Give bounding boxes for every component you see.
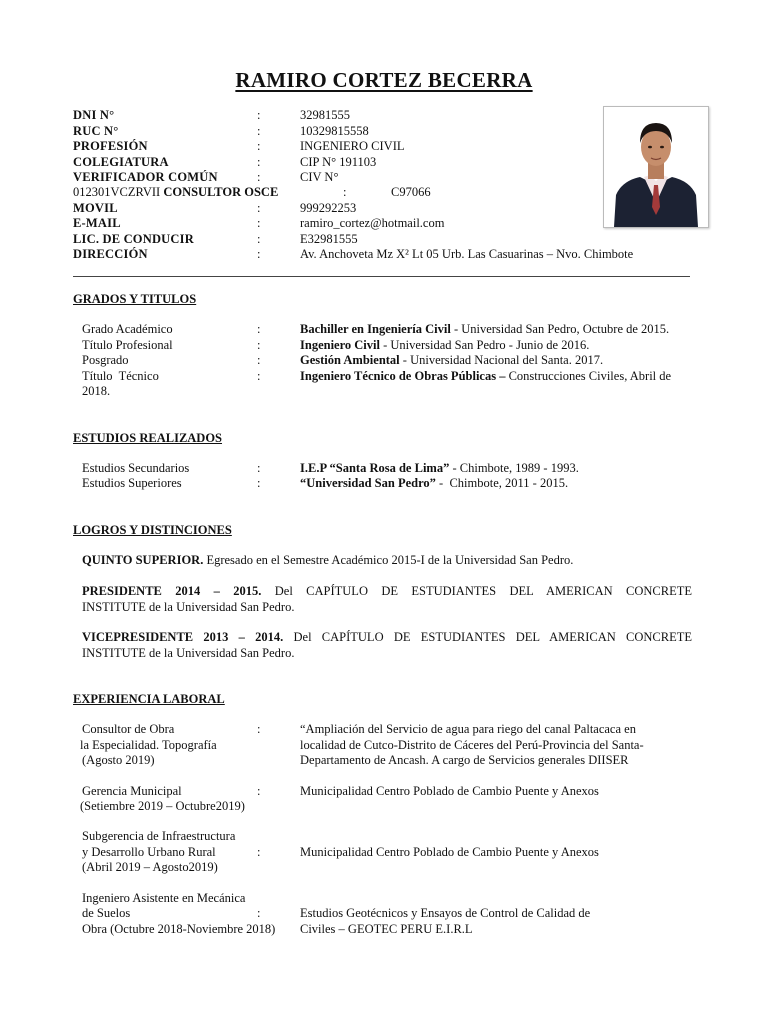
grados-wrap: 2018. — [82, 384, 111, 398]
grados-label: Posgrado — [82, 353, 129, 367]
grados-value-bold: Bachiller en Ingeniería Civil — [300, 322, 451, 336]
logro-item — [82, 553, 692, 569]
colon: : — [257, 338, 261, 352]
colon: : — [257, 170, 261, 184]
dni-label: DNI N° — [73, 108, 115, 122]
colon: : — [257, 155, 261, 169]
grados-value — [300, 369, 720, 385]
profesion-label: PROFESIÓN — [73, 139, 148, 153]
exp-date: (Abril 2019 – Agosto2019) — [82, 860, 218, 874]
grados-value-rest: - Universidad Nacional del Santa. 2017. — [399, 353, 604, 367]
estudios-value — [300, 476, 720, 492]
direccion-value: Av. Anchoveta Mz X² Lt 05 Urb. Las Casuarinas – Nvo. Chimbote — [300, 247, 634, 261]
logro-item — [82, 584, 692, 615]
colegiatura-label: COLEGIATURA — [73, 155, 169, 169]
movil-value: 999292253 — [300, 201, 357, 215]
colon: : — [257, 108, 261, 122]
logro-text-continued: INSTITUTE de la Universidad San Pedro. — [82, 599, 295, 614]
colegiatura-value: CIP N° 191103 — [300, 155, 377, 169]
logro-line — [82, 584, 692, 600]
exp-role: Subgerencia de Infraestructura — [82, 829, 236, 843]
exp-date: Obra (Octubre 2018-Noviembre 2018) — [82, 922, 276, 936]
exp-role: la Especialidad. Topografía — [80, 738, 217, 752]
logro-text: Del CAPÍTULO DE ESTUDIANTES DEL AMERICAN CONCRETE — [261, 584, 692, 598]
logro-title: VICEPRESIDENTE 2013 – 2014. — [82, 630, 284, 644]
grados-value-rest: - Universidad San Pedro - Junio de 2016. — [379, 338, 590, 352]
logro-title: PRESIDENTE 2014 – 2015. — [82, 584, 262, 598]
colon: : — [257, 476, 261, 490]
logro-line — [82, 630, 692, 646]
email-label: E-MAIL — [73, 216, 121, 230]
colon: : — [257, 369, 261, 383]
grados-value — [300, 322, 720, 338]
exp-role: y Desarrollo Urbano Rural — [82, 845, 216, 859]
colon: : — [343, 185, 347, 199]
grados-value-rest: Construcciones Civiles, Abril de — [505, 369, 672, 383]
estudios-label: Estudios Secundarios — [82, 461, 190, 475]
exp-role: Gerencia Municipal — [82, 784, 182, 798]
grados-label: Título Profesional — [82, 338, 173, 352]
exp-role: de Suelos — [82, 906, 131, 920]
verificador-value: CIV N° — [300, 170, 339, 184]
estudios-heading: ESTUDIOS REALIZADOS — [73, 431, 223, 445]
exp-detail: localidad de Cutco-Distrito de Cáceres del Perú-Provincia del Santa- — [300, 738, 644, 752]
colon: : — [257, 139, 261, 153]
colon: : — [257, 124, 261, 138]
colon: : — [257, 784, 261, 798]
exp-detail: Estudios Geotécnicos y Ensayos de Control de Calidad de — [300, 906, 591, 920]
grados-value-bold: Gestión Ambiental — [300, 353, 400, 367]
direccion-label: DIRECCIÓN — [73, 247, 148, 261]
colon: : — [257, 216, 261, 230]
colon: : — [257, 201, 261, 215]
osce-label: CONSULTOR OSCE — [163, 185, 279, 199]
email-value: ramiro_cortez@hotmail.com — [300, 216, 445, 230]
estudios-value — [300, 461, 720, 477]
logro-title: QUINTO SUPERIOR. — [82, 553, 204, 567]
grados-value-bold: Ingeniero Civil — [300, 338, 380, 352]
colon: : — [257, 322, 261, 336]
logro-text-continued: INSTITUTE de la Universidad San Pedro. — [82, 645, 295, 660]
exp-detail: “Ampliación del Servicio de agua para riego del canal Paltacaca en — [300, 722, 636, 736]
ruc-value: 10329815558 — [300, 124, 369, 138]
licencia-value: E32981555 — [300, 232, 358, 246]
exp-role: Consultor de Obra — [82, 722, 175, 736]
logro-text: Egresado en el Semestre Académico 2015-I de la Universidad San Pedro. — [203, 553, 574, 567]
estudios-value-bold: “Universidad San Pedro” — [300, 476, 436, 490]
logro-item — [82, 630, 692, 661]
exp-role: Ingeniero Asistente en Mecánica — [82, 891, 246, 905]
exp-detail: Municipalidad Centro Poblado de Cambio Puente y Anexos — [300, 845, 599, 859]
colon: : — [257, 845, 261, 859]
dni-value: 32981555 — [300, 108, 350, 122]
grados-value-bold: Ingeniero Técnico de Obras Públicas – — [300, 369, 506, 383]
grados-value — [300, 353, 720, 369]
exp-date: (Setiembre 2019 – Octubre2019) — [80, 799, 245, 813]
osce-line — [73, 185, 278, 201]
colon: : — [257, 722, 261, 736]
grados-value-rest: - Universidad San Pedro, Octubre de 2015. — [450, 322, 670, 336]
experiencia-heading: EXPERIENCIA LABORAL — [73, 692, 225, 706]
profile-photo — [603, 106, 709, 228]
ruc-label: RUC N° — [73, 124, 119, 138]
colon: : — [257, 461, 261, 475]
colon: : — [257, 232, 261, 246]
verificador-label: VERIFICADOR COMÚN — [73, 170, 218, 184]
profile-portrait-icon — [604, 107, 708, 227]
exp-date: (Agosto 2019) — [82, 753, 155, 767]
movil-label: MOVIL — [73, 201, 118, 215]
grados-label: Grado Académico — [82, 322, 173, 336]
grados-value — [300, 338, 720, 354]
estudios-label: Estudios Superiores — [82, 476, 182, 490]
colon: : — [257, 353, 261, 367]
estudios-value-rest: - Chimbote, 1989 - 1993. — [449, 461, 579, 475]
exp-detail: Civiles – GEOTEC PERU E.I.R.L — [300, 922, 473, 936]
grados-heading: GRADOS Y TITULOS — [73, 292, 197, 306]
colon: : — [257, 906, 261, 920]
osce-value: C97066 — [391, 185, 431, 199]
exp-detail: Departamento de Ancash. A cargo de Servicios generales DIISER — [300, 753, 629, 767]
section-divider — [73, 276, 690, 277]
cv-name-title: RAMIRO CORTEZ BECERRA — [235, 68, 533, 92]
estudios-value-rest: - Chimbote, 2011 - 2015. — [435, 476, 569, 490]
profesion-value: INGENIERO CIVIL — [300, 139, 405, 153]
logros-heading: LOGROS Y DISTINCIONES — [73, 523, 232, 537]
colon: : — [257, 247, 261, 261]
licencia-label: LIC. DE CONDUCIR — [73, 232, 194, 246]
logro-text: Del CAPÍTULO DE ESTUDIANTES DEL AMERICAN CONCRETE — [283, 630, 692, 644]
grados-label: Título Técnico — [82, 369, 159, 383]
exp-detail: Municipalidad Centro Poblado de Cambio Puente y Anexos — [300, 784, 599, 798]
estudios-value-bold: I.E.P “Santa Rosa de Lima” — [300, 461, 450, 475]
osce-prefix: 012301VCZRVII — [73, 185, 161, 199]
